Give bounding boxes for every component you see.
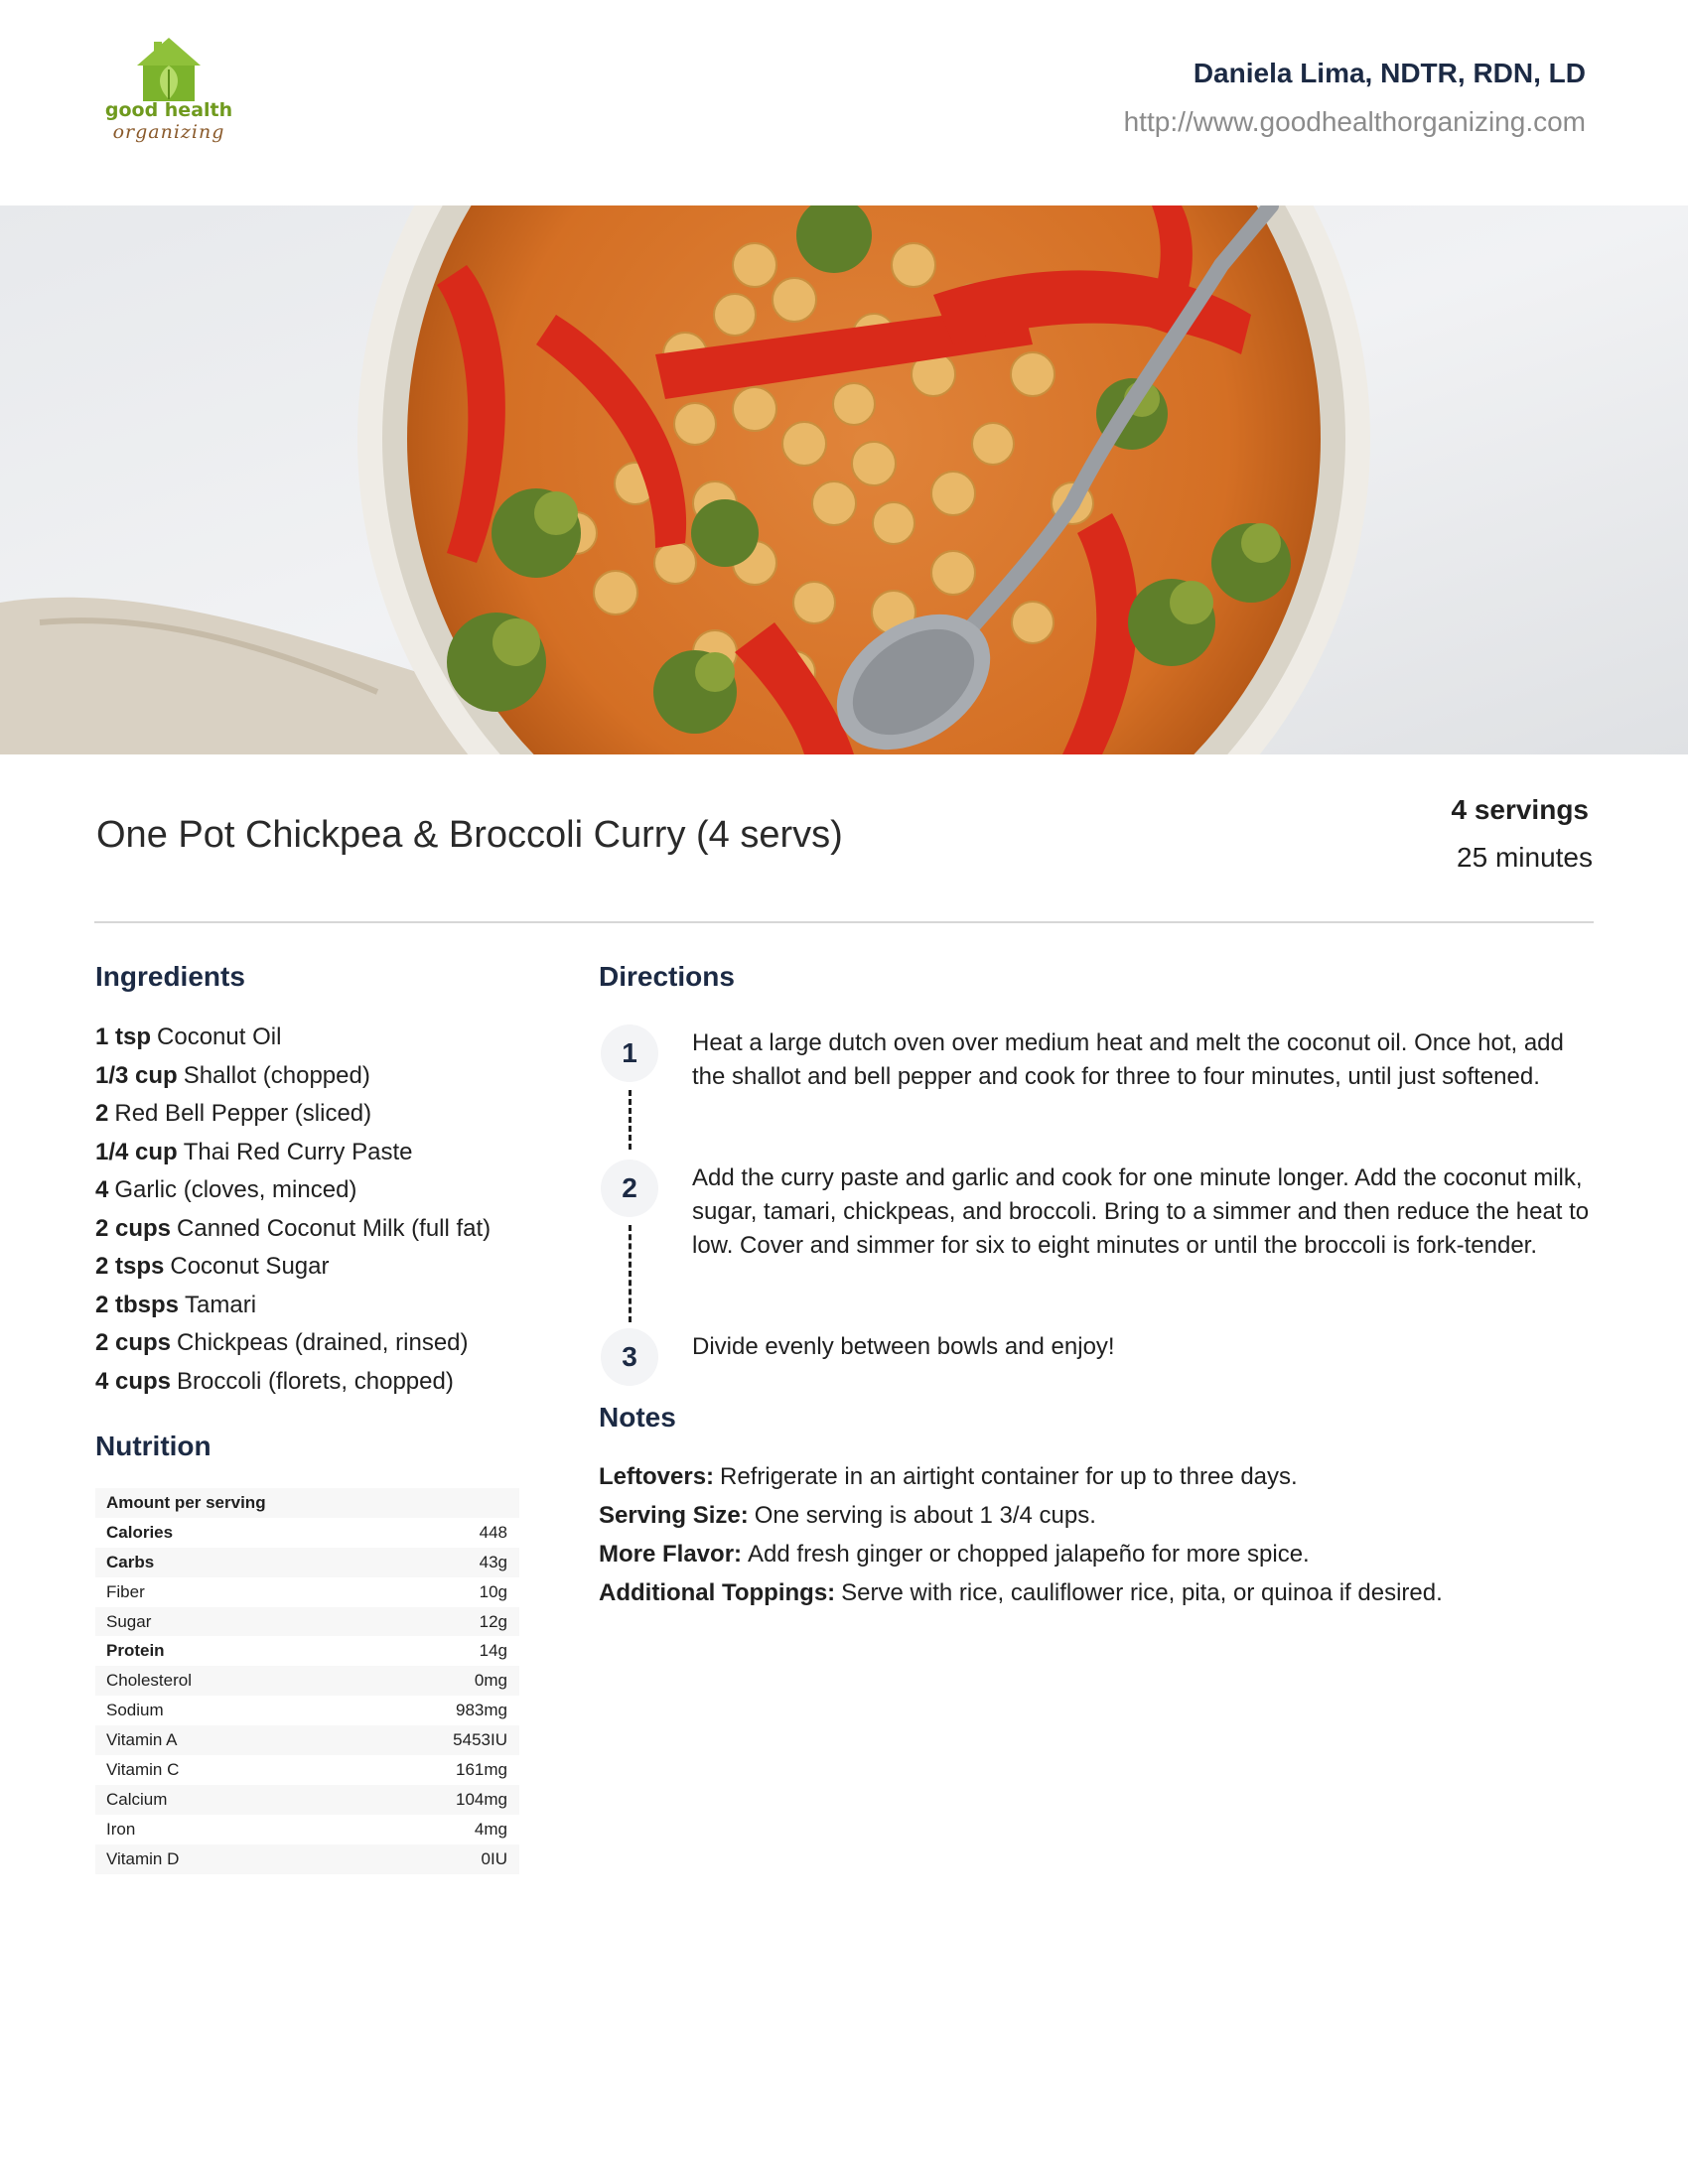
ingredient-item bbox=[95, 1019, 522, 1057]
ingredient-name: Thai Red Curry Paste bbox=[183, 1138, 413, 1165]
nutrient-label: Sodium bbox=[106, 1701, 164, 1720]
notes-heading: Notes bbox=[599, 1402, 676, 1433]
nutrition-row bbox=[95, 1815, 519, 1844]
ingredient-qty: 2 cups bbox=[95, 1214, 172, 1242]
section-divider bbox=[94, 921, 1594, 923]
nutrient-value: 5453IU bbox=[453, 1730, 507, 1750]
ingredient-name: Shallot (chopped) bbox=[183, 1061, 370, 1089]
direction-step bbox=[599, 1026, 1592, 1161]
nutrition-amount-row bbox=[95, 1488, 519, 1518]
step-text: Heat a large dutch oven over medium heat and melt the coconut oil. Once hot, add the shallot and bell pepper and cook for three to four minutes, until just softened. bbox=[692, 1029, 1564, 1090]
ingredient-item bbox=[95, 1324, 522, 1363]
nutrient-value: 104mg bbox=[456, 1789, 507, 1809]
step-connector bbox=[629, 1225, 632, 1322]
nutrient-value: 448 bbox=[479, 1522, 507, 1542]
nutrition-row bbox=[95, 1696, 519, 1725]
nutrient-label: Calcium bbox=[106, 1789, 168, 1809]
nutrient-value: 14g bbox=[479, 1641, 507, 1661]
ingredient-qty: 4 bbox=[95, 1176, 109, 1203]
website-link[interactable]: http://www.goodhealthorganizing.com bbox=[1123, 106, 1586, 137]
note-label: More Flavor: bbox=[599, 1541, 743, 1568]
nutrition-table bbox=[95, 1488, 519, 1874]
ingredient-qty: 4 cups bbox=[95, 1367, 172, 1395]
author-name: Daniela Lima, NDTR, RDN, LD bbox=[1193, 58, 1586, 88]
nutrient-value: 12g bbox=[479, 1611, 507, 1631]
nutrient-label: Cholesterol bbox=[106, 1671, 192, 1691]
ingredient-item bbox=[95, 1210, 522, 1249]
ingredient-qty: 2 tbsps bbox=[95, 1291, 180, 1318]
nutrient-value: 161mg bbox=[456, 1760, 507, 1780]
nutrient-label: Vitamin D bbox=[106, 1848, 180, 1868]
ingredient-name: Coconut Oil bbox=[157, 1024, 282, 1050]
note-text: Serve with rice, cauliflower rice, pita, or quinoa if desired. bbox=[841, 1579, 1443, 1606]
curry-bowl-photo bbox=[0, 205, 1688, 754]
recipe-title-row bbox=[0, 754, 1688, 923]
house-leaf-logo-icon bbox=[99, 36, 238, 105]
step-text: Add the curry paste and garlic and cook for one minute longer. Add the coconut milk, sugar, tamari, chickpeas, and broccoli. Bring to a simmer and then reduce the heat to low. Cover and simmer for six to eight minutes or until the broccoli is fork-tender. bbox=[692, 1164, 1590, 1259]
total-time: 25 minutes bbox=[1457, 842, 1593, 873]
note-item bbox=[599, 1573, 1592, 1612]
nutrition-row bbox=[95, 1548, 519, 1577]
ingredient-item bbox=[95, 1363, 522, 1402]
nutrition-row bbox=[95, 1607, 519, 1637]
nutrient-label: Vitamin A bbox=[106, 1730, 178, 1750]
nutrition-row bbox=[95, 1636, 519, 1666]
directions-steps bbox=[599, 1026, 1592, 1372]
nutrient-label: Carbs bbox=[106, 1552, 155, 1571]
note-label: Leftovers: bbox=[599, 1463, 715, 1490]
direction-step bbox=[599, 1161, 1592, 1330]
step-number: 3 bbox=[601, 1328, 658, 1386]
ingredient-name: Canned Coconut Milk (full fat) bbox=[177, 1214, 492, 1242]
good-health-logo bbox=[99, 36, 238, 153]
ingredient-name: Tamari bbox=[185, 1291, 257, 1318]
nutrition-row bbox=[95, 1577, 519, 1607]
ingredient-item bbox=[95, 1287, 522, 1325]
recipe-title: One Pot Chickpea & Broccoli Curry (4 servs) bbox=[96, 814, 843, 856]
ingredient-item bbox=[95, 1134, 522, 1172]
ingredient-qty: 1/3 cup bbox=[95, 1061, 178, 1089]
logo-text-top: good health bbox=[104, 99, 233, 121]
ingredient-item bbox=[95, 1171, 522, 1210]
ingredient-qty: 1/4 cup bbox=[95, 1138, 178, 1165]
directions-heading: Directions bbox=[599, 961, 735, 992]
notes-list bbox=[599, 1457, 1592, 1612]
note-item bbox=[599, 1496, 1592, 1535]
recipe-hero-photo bbox=[0, 205, 1688, 754]
direction-step bbox=[599, 1330, 1592, 1372]
nutrient-value: 0IU bbox=[481, 1848, 507, 1868]
note-item bbox=[599, 1535, 1592, 1573]
nutrient-label: Protein bbox=[106, 1641, 165, 1661]
nutrient-label: Calories bbox=[106, 1522, 174, 1542]
page-header bbox=[0, 0, 1688, 205]
note-item bbox=[599, 1457, 1592, 1496]
ingredient-item bbox=[95, 1057, 522, 1096]
nutrition-row bbox=[95, 1755, 519, 1785]
nutrition-heading: Nutrition bbox=[95, 1431, 211, 1461]
note-text: Refrigerate in an airtight container for up to three days. bbox=[720, 1463, 1298, 1490]
amount-per-serving-label: Amount per serving bbox=[106, 1493, 266, 1512]
note-label: Serving Size: bbox=[599, 1502, 749, 1529]
nutrient-value: 0mg bbox=[474, 1671, 507, 1691]
nutrient-label: Iron bbox=[106, 1819, 136, 1839]
nutrient-value: 983mg bbox=[456, 1701, 507, 1720]
nutrition-row bbox=[95, 1725, 519, 1755]
ingredient-qty: 2 cups bbox=[95, 1329, 172, 1356]
ingredients-list bbox=[95, 1019, 522, 1401]
nutrient-value: 43g bbox=[479, 1552, 507, 1571]
right-column bbox=[599, 961, 1592, 1612]
ingredient-qty: 1 tsp bbox=[95, 1024, 152, 1050]
ingredient-name: Red Bell Pepper (sliced) bbox=[114, 1100, 372, 1127]
step-number: 1 bbox=[601, 1024, 658, 1082]
servings-count: 4 servings bbox=[1451, 794, 1589, 825]
nutrition-row bbox=[95, 1518, 519, 1548]
logo-text-bottom: organizing bbox=[112, 121, 225, 143]
nutrition-row bbox=[95, 1844, 519, 1874]
nutrient-label: Fiber bbox=[106, 1581, 145, 1601]
nutrient-label: Sugar bbox=[106, 1611, 152, 1631]
nutrition-row bbox=[95, 1666, 519, 1696]
ingredient-qty: 2 bbox=[95, 1100, 109, 1127]
ingredient-qty: 2 tsps bbox=[95, 1253, 165, 1280]
step-text: Divide evenly between bowls and enjoy! bbox=[692, 1333, 1115, 1360]
nutrition-row bbox=[95, 1785, 519, 1815]
ingredient-item bbox=[95, 1248, 522, 1287]
ingredient-item bbox=[95, 1095, 522, 1134]
note-text: One serving is about 1 3/4 cups. bbox=[754, 1502, 1096, 1529]
ingredient-name: Broccoli (florets, chopped) bbox=[177, 1367, 454, 1395]
step-number: 2 bbox=[601, 1160, 658, 1217]
step-connector bbox=[629, 1090, 632, 1150]
note-text: Add fresh ginger or chopped jalapeño for more spice. bbox=[748, 1541, 1310, 1568]
ingredient-name: Coconut Sugar bbox=[170, 1253, 330, 1280]
nutrient-label: Vitamin C bbox=[106, 1760, 180, 1780]
ingredient-name: Garlic (cloves, minced) bbox=[114, 1176, 357, 1203]
ingredient-name: Chickpeas (drained, rinsed) bbox=[177, 1329, 469, 1356]
nutrient-value: 4mg bbox=[474, 1819, 507, 1839]
note-label: Additional Toppings: bbox=[599, 1579, 836, 1606]
left-column bbox=[95, 961, 522, 1874]
ingredients-heading: Ingredients bbox=[95, 961, 245, 992]
nutrient-value: 10g bbox=[479, 1581, 507, 1601]
